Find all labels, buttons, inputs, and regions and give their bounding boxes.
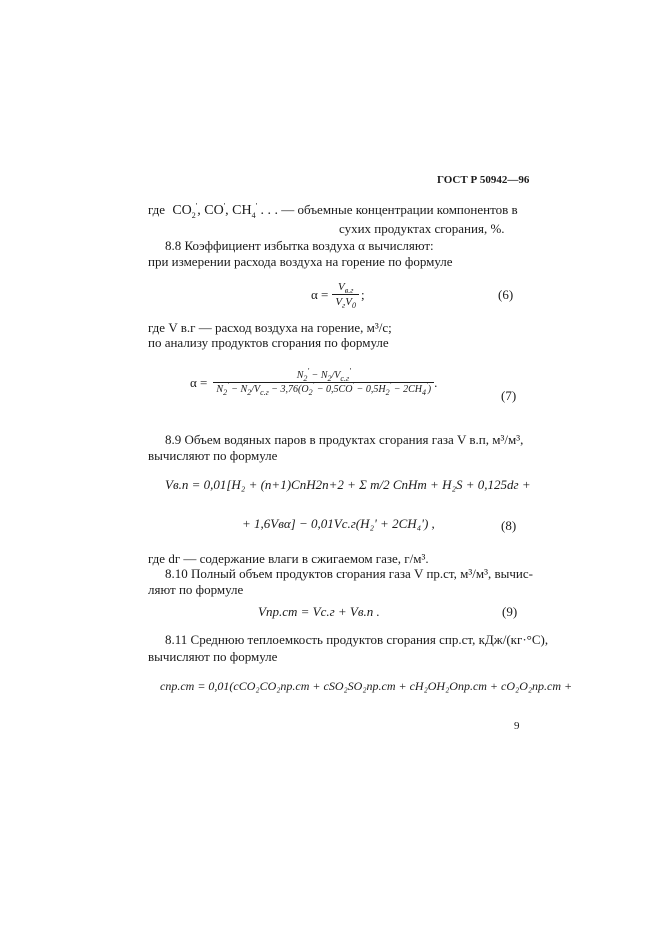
section-8-10-line2: ляют по формуле [148,582,244,597]
eq7-denominator: $N_2' - N_2/V_{с.г} - 3,76(O_2' - 0,5CO' - 0,5H_2' - 2CH_4')$ [213,382,434,395]
where-moisture: где dг — содержание влаги в сжигаемом газе, г/м³. [148,551,429,566]
eq7-fraction [213,366,434,397]
equation-6 [311,281,365,311]
section-8-8-subtitle: при измерении расхода воздуха на горение по формуле [148,254,453,269]
section-8-10-line1: 8.10 Полный объем продуктов сгорания газа V пр.ст, м³/м³, вычис- [165,566,533,581]
section-8-11-line1: 8.11 Среднюю теплоемкость продуктов сгорания cпр.ст, кДж/(кг·°С), [165,632,549,647]
eq7-lhs: α = [190,374,208,390]
equation-8-number: (8) [501,518,517,533]
eq7-numerator: $N_2' - N_2/V_{с.г}'$ [296,366,351,383]
analysis-line: по анализу продуктов сгорания по формуле [148,335,389,350]
equation-6-number: (6) [498,287,514,302]
equation-9: Vпр.ст = Vс.г + Vв.п . [258,604,380,619]
concentration-description: — объемные концентрации компонентов в [281,202,518,217]
equation-7 [190,366,438,397]
equation-8-line1: Vв.п = 0,01[H₂ + (n+1)CnH2n+2 + Σ m/2 CnHm + H₂S + 0,125dг + [165,477,531,492]
where-clause-concentrations [148,202,518,219]
eq6-denominator: $V_гV_0$ [332,294,359,308]
eq6-numerator: $V_{в.г}$ [338,281,354,296]
concentration-formula-visual: $CO_2'$, CO', $CH_4'$ . . . [172,201,279,220]
section-8-11-line2: вычисляют по формуле [148,649,278,664]
section-8-9-line2: вычисляют по формуле [148,448,278,463]
section-8-9-line1: 8.9 Объем водяных паров в продуктах сгорания газа V в.п, м³/м³, [165,432,524,447]
where-air-flow [148,320,392,336]
equation-10-line1: cпр.ст = 0,01(cCO₂CO₂пр.ст + cSO₂SO₂пр.ст + cH₂OH₂Oпр.ст + cO₂O₂пр.ст + [160,679,573,693]
equation-9-number: (9) [502,604,518,619]
document-standard-code: ГОСТ Р 50942—96 [437,174,530,186]
eq7-tail: . [434,374,438,390]
where-lead: где [148,202,166,217]
where-air-flow-text: где V в.г — расход воздуха на горение, м³/с; [148,320,392,335]
page-number: 9 [514,720,520,732]
eq6-lhs: α = [311,286,329,302]
section-8-8-title: 8.8 Коэффициент избытка воздуха α вычисляют: [165,238,434,253]
eq6-tail: ; [361,286,365,302]
eq6-fraction [332,281,359,311]
concentration-description-cont: сухих продуктах сгорания, %. [339,221,505,236]
equation-7-number: (7) [501,388,517,403]
equation-8-line2: + 1,6Vвα] − 0,01Vс.г(H₂' + 2CH₄') , [242,516,435,531]
